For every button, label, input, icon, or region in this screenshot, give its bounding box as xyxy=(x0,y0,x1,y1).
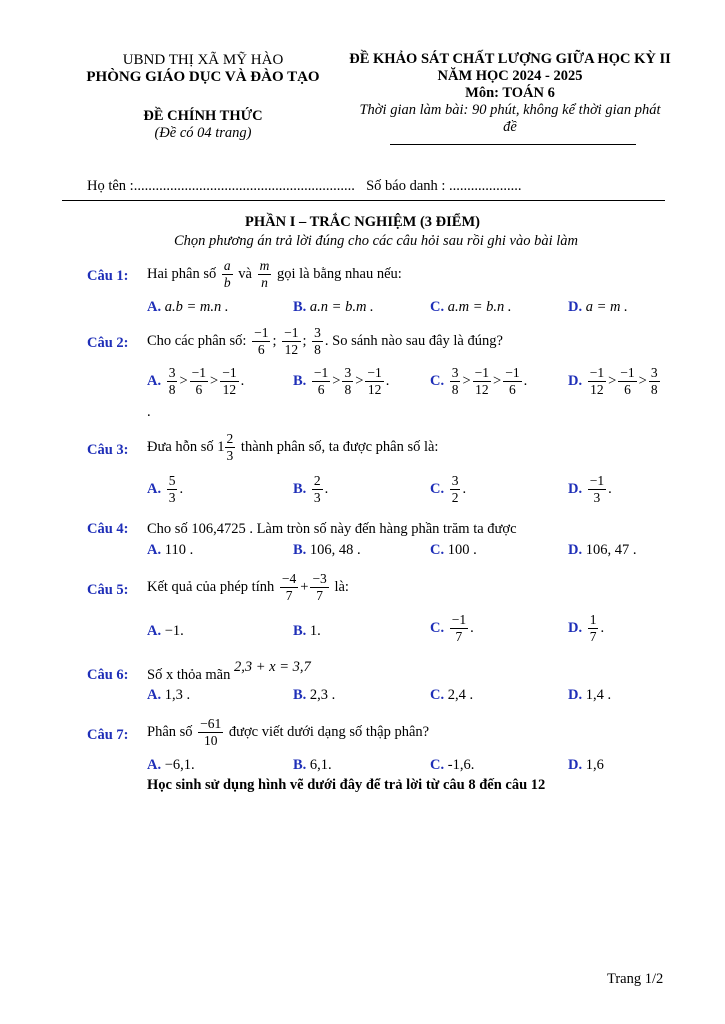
option-c[interactable]: C. $\frac{-1}{7}$ . xyxy=(430,612,474,645)
fraction: $\frac{-61}{10}$ xyxy=(200,716,222,749)
option-a[interactable]: A. a.b = m.n . xyxy=(147,299,229,315)
student-info xyxy=(87,178,522,195)
question-text: Phân số $\frac{-61}{10}$ được viết dưới dạng số thập phân? xyxy=(147,716,430,749)
header-left xyxy=(80,52,326,142)
option-b[interactable]: B. a.n = b.m . xyxy=(293,299,374,315)
question-label: Câu 4: xyxy=(87,521,129,537)
option-d[interactable]: D. $\frac{1}{7}$ . xyxy=(568,612,605,645)
option-a[interactable]: A. −6,1. xyxy=(147,757,195,773)
time-line-2: đề xyxy=(503,119,517,135)
official-label: ĐỀ CHÍNH THỨC xyxy=(143,108,263,124)
option-c[interactable]: C. 2,4 . xyxy=(430,687,474,703)
fraction: $\frac{-1}{12}$ xyxy=(284,325,299,358)
time-line-1: Thời gian làm bài: 90 phút, không kể thời gian phát xyxy=(359,102,661,118)
fraction: $\frac{3}{8}$ xyxy=(314,325,321,358)
department-name: PHÒNG GIÁO DỤC VÀ ĐÀO TẠO xyxy=(86,69,320,85)
student-id-field: Số báo danh : .................... xyxy=(366,178,522,194)
option-c[interactable]: C. $\frac{3}{8}$ > $\frac{-1}{12}$ > $\frac{-1}{6}$ . xyxy=(430,365,528,398)
option-b[interactable]: B. 6,1. xyxy=(293,757,332,773)
option-c[interactable]: C. -1,6. xyxy=(430,757,475,773)
option-b[interactable]: B. 2,3 . xyxy=(293,687,336,703)
fraction: $\frac{-3}{7}$ xyxy=(312,571,327,604)
question-label: Câu 1: xyxy=(87,268,129,284)
question-label: Câu 3: xyxy=(87,442,129,458)
option-a[interactable]: A. $\frac{5}{3}$ . xyxy=(147,473,184,506)
option-d[interactable]: D. 1,4 . xyxy=(568,687,612,703)
section-instruction: Chọn phương án trả lời đúng cho các câu hỏi sau rồi ghi vào bài làm xyxy=(174,233,578,249)
question-text: Số x thỏa mãn 2,3 + x = 3,7 xyxy=(147,659,311,683)
option-d[interactable]: D. $\frac{-1}{12}$ > $\frac{-1}{6}$ > $\frac{3}{8}$ xyxy=(568,365,658,398)
header-divider xyxy=(62,200,665,201)
fraction: $\frac{m}{n}$ xyxy=(259,258,270,291)
option-a[interactable]: A. 1,3 . xyxy=(147,687,191,703)
header-right xyxy=(340,51,680,136)
option-a[interactable]: A. 110 . xyxy=(147,542,194,558)
option-d[interactable]: D. $\frac{-1}{3}$ . xyxy=(568,473,612,506)
student-name-field: Họ tên :............................................................. xyxy=(87,178,355,194)
question-label: Câu 6: xyxy=(87,667,129,683)
fraction: $\frac{a}{b}$ xyxy=(223,258,231,291)
school-year: NĂM HỌC 2024 - 2025 xyxy=(437,68,583,84)
stray-dot: . xyxy=(147,404,151,420)
question-text: Đưa hỗn số 1 $\frac{2}{3}$ thành phân số, ta được phân số là: xyxy=(147,431,439,464)
option-b[interactable]: B. $\frac{-1}{6}$ > $\frac{3}{8}$ > $\frac{-1}{12}$ . xyxy=(293,365,390,398)
option-a[interactable]: A. $\frac{3}{8}$ > $\frac{-1}{6}$ > $\frac{-1}{12}$ . xyxy=(147,365,245,398)
subject: Môn: TOÁN 6 xyxy=(465,85,555,101)
pages-note: (Đề có 04 trang) xyxy=(154,125,252,141)
instruction-note: Học sinh sử dụng hình vẽ dưới đây để trả lời từ câu 8 đến câu 12 xyxy=(147,777,546,793)
option-c[interactable]: C. $\frac{3}{2}$ . xyxy=(430,473,467,506)
option-c[interactable]: C. a.m = b.n . xyxy=(430,299,512,315)
option-d[interactable]: D. a = m . xyxy=(568,299,628,315)
question-label: Câu 7: xyxy=(87,727,129,743)
equation: 2,3 + x = 3,7 xyxy=(234,659,311,675)
district-name: UBND THỊ XÃ MỸ HÀO xyxy=(122,52,284,68)
header-underline xyxy=(390,144,636,145)
option-d[interactable]: D. 106, 47 . xyxy=(568,542,637,558)
fraction: $\frac{-1}{6}$ xyxy=(254,325,269,358)
option-a[interactable]: A. −1. xyxy=(147,623,184,639)
question-label: Câu 5: xyxy=(87,582,129,598)
question-text: Kết quả của phép tính $\frac{-4}{7}$ + $\frac{-3}{7}$ là: xyxy=(147,571,349,604)
mixed-number: 1 $\frac{2}{3}$ xyxy=(217,431,234,464)
question-text: Cho các phân số: $\frac{-1}{6}$ ; $\frac{-1}{12}$ ; $\frac{3}{8}$ . So sánh nào sau đây là đúng? xyxy=(147,325,503,358)
fraction: $\frac{-4}{7}$ xyxy=(281,571,297,604)
option-b[interactable]: B. $\frac{2}{3}$ . xyxy=(293,473,329,506)
option-c[interactable]: C. 100 . xyxy=(430,542,477,558)
option-d[interactable]: D. 1,6 xyxy=(568,757,604,773)
question-text: Cho số 106,4725 . Làm tròn số này đến hàng phần trăm ta được xyxy=(147,521,517,537)
question-label: Câu 2: xyxy=(87,335,129,351)
section-title: PHẦN I – TRẮC NGHIỆM (3 ĐIỂM) xyxy=(245,214,480,230)
option-b[interactable]: B. 1. xyxy=(293,623,321,639)
exam-title: ĐỀ KHẢO SÁT CHẤT LƯỢNG GIỮA HỌC KỲ II xyxy=(349,51,671,67)
question-text: Hai phân số $\frac{a}{b}$ và $\frac{m}{n}$ gọi là bằng nhau nếu: xyxy=(147,258,402,291)
option-b[interactable]: B. 106, 48 . xyxy=(293,542,361,558)
page-number: Trang 1/2 xyxy=(607,971,664,987)
